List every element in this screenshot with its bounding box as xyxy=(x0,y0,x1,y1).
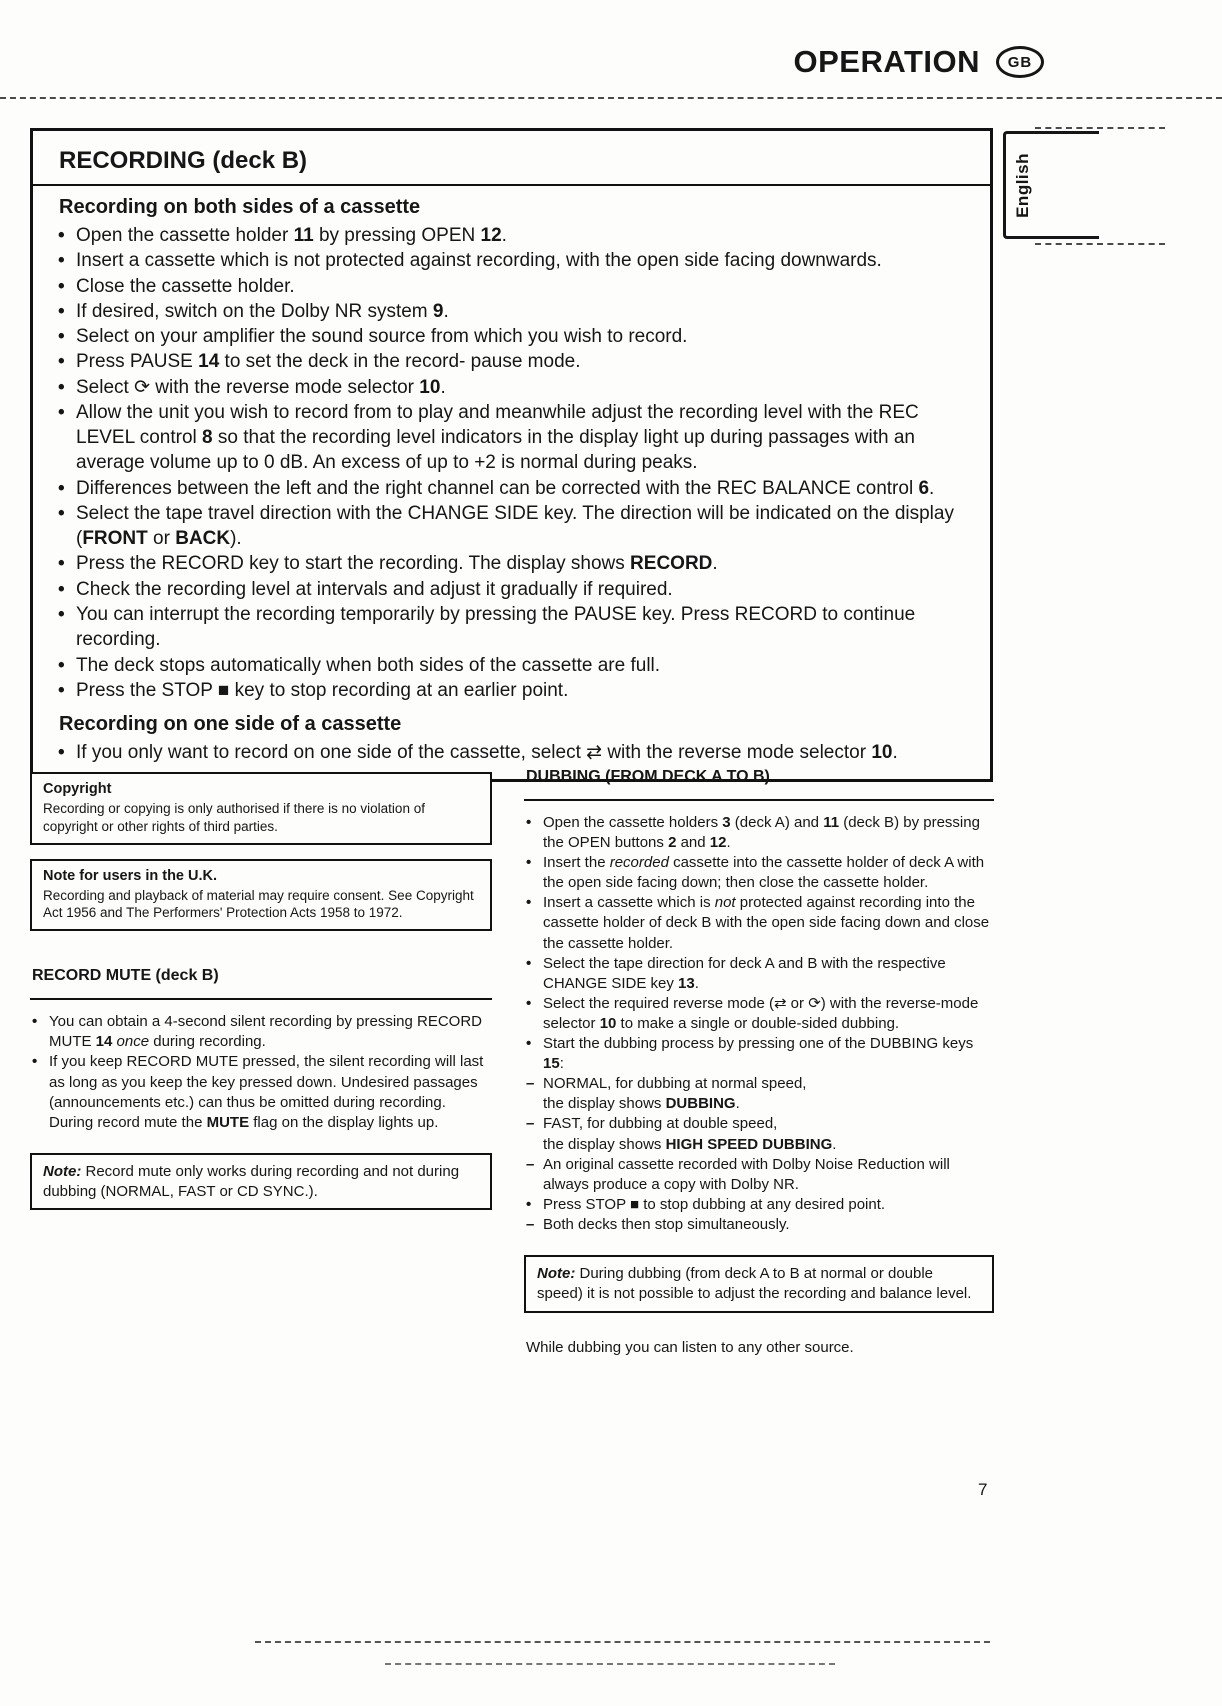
dash-marker: – xyxy=(526,1115,535,1133)
recording-one-side-section xyxy=(53,713,970,765)
list-item xyxy=(53,602,970,653)
record-mute-list xyxy=(30,1012,492,1133)
page-header xyxy=(0,44,1044,80)
list-item-text: Differences between the left and the right channel can be corrected with the REC BALANCE control 6. xyxy=(76,477,935,499)
bullet-marker: • xyxy=(58,376,65,398)
bullet-marker: • xyxy=(32,1013,38,1031)
recording-title-rule xyxy=(33,184,990,186)
dash-marker: – xyxy=(526,1215,535,1233)
right-column xyxy=(524,768,994,1356)
bullet-marker: • xyxy=(32,1053,38,1071)
page-number: 7 xyxy=(978,1480,988,1499)
list-item-text: Select on your amplifier the sound source from which you wish to record. xyxy=(76,326,688,348)
list-item-text: Select the required reverse mode (⇄ or ⟳) with the reverse-mode selector 10 to make a single or double-sided dubbing. xyxy=(543,994,979,1032)
recording-both-sides-heading: Recording on both sides of a cassette xyxy=(59,196,421,218)
recording-both-sides-list xyxy=(53,223,970,703)
list-item-text: If desired, switch on the Dolby NR system 9. xyxy=(76,300,449,322)
bullet-marker: • xyxy=(58,300,65,322)
list-item xyxy=(53,501,970,552)
recording-one-side-heading: Recording on one side of a cassette xyxy=(59,713,402,736)
list-item-text: Press STOP ■ to stop dubbing at any desired point. xyxy=(543,1195,886,1213)
bullet-marker: • xyxy=(58,603,65,625)
page-title: OPERATION xyxy=(793,44,980,79)
header-divider xyxy=(0,97,1222,99)
list-item-text: Select the tape direction for deck A and B with the respective CHANGE SIDE key 13. xyxy=(543,954,946,992)
bullet-marker: • xyxy=(58,351,65,373)
bullet-marker: • xyxy=(58,225,65,246)
list-item-text: FAST, for dubbing at double speed, the display shows HIGH SPEED DUBBING. xyxy=(543,1115,837,1153)
list-item-text: Open the cassette holder 11 by pressing OPEN 12. xyxy=(76,225,507,246)
list-item-text: Press the RECORD key to start the recording. The display shows RECORD. xyxy=(76,553,718,575)
left-column xyxy=(30,772,492,1224)
list-item xyxy=(53,577,970,602)
list-item-text: The deck stops automatically when both sides of the cassette are full. xyxy=(76,654,661,676)
recording-section-box xyxy=(30,128,993,782)
bullet-marker: • xyxy=(526,854,532,872)
copyright-box xyxy=(30,772,492,845)
record-mute-note-text: Note: Record mute only works during recording and not during dubbing (NORMAL, FAST or CD SYNC.). xyxy=(43,1162,460,1200)
dubbing-heading: DUBBING (FROM DECK A TO B) xyxy=(524,768,994,801)
list-item xyxy=(53,551,970,576)
bullet-marker: • xyxy=(58,742,65,764)
list-item xyxy=(524,1215,994,1235)
bullet-marker: • xyxy=(526,1035,532,1053)
list-item xyxy=(53,248,970,273)
record-mute-heading: RECORD MUTE (deck B) xyxy=(30,967,492,1000)
dubbing-note-text: Note: During dubbing (from deck A to B at normal or double speed) it is not possible to adjust the recording and balance level. xyxy=(537,1264,972,1302)
dash-marker: – xyxy=(526,1155,535,1173)
list-item xyxy=(53,223,970,248)
list-item xyxy=(524,954,994,994)
bullet-marker: • xyxy=(58,679,65,701)
bullet-marker: • xyxy=(58,654,65,676)
list-item xyxy=(524,813,994,853)
copyright-box-body: Recording or copying is only authorised if there is no violation of copyright or other rights of third parties. xyxy=(43,801,425,834)
list-item-text: Start the dubbing process by pressing one of the DUBBING keys 15: xyxy=(543,1035,974,1073)
list-item-text: Press the STOP ■ key to stop recording at an earlier point. xyxy=(76,679,569,701)
language-tab-label: English xyxy=(1013,152,1032,218)
bullet-marker: • xyxy=(58,250,65,272)
list-item-text: Check the recording level at intervals and adjust it gradually if required. xyxy=(76,578,673,600)
bullet-marker: • xyxy=(526,1195,532,1213)
dubbing-note-box xyxy=(524,1255,994,1313)
uk-note-box-title: Note for users in the U.K. xyxy=(43,867,218,884)
list-item xyxy=(524,994,994,1034)
bullet-marker: • xyxy=(58,578,65,600)
list-item xyxy=(30,1052,492,1132)
list-item xyxy=(524,1074,994,1114)
list-item xyxy=(53,400,970,476)
bullet-marker: • xyxy=(58,401,65,423)
list-item-text: If you only want to record on one side of the cassette, select ⇄ with the reverse mode selector 10. xyxy=(76,742,898,764)
recording-both-sides-section xyxy=(53,196,970,703)
list-item xyxy=(53,476,970,501)
uk-note-box xyxy=(30,859,492,932)
list-item xyxy=(53,349,970,374)
list-item xyxy=(524,893,994,953)
bottom-scan-dash-2 xyxy=(385,1663,835,1665)
list-item-text: Insert a cassette which is not protected against recording into the cassette holder of deck B with the open side facing down and close the cassette holder. xyxy=(543,894,990,952)
dubbing-footer-line: While dubbing you can listen to any other source. xyxy=(526,1338,854,1356)
tab-dash-bottom xyxy=(1035,243,1165,245)
list-item-text: Insert the recorded cassette into the cassette holder of deck A with the open side facing down; then close the cassette holder. xyxy=(543,854,985,892)
bullet-marker: • xyxy=(58,326,65,348)
list-item-text: Press PAUSE 14 to set the deck in the record- pause mode. xyxy=(76,351,581,373)
list-item-text: Both decks then stop simultaneously. xyxy=(543,1215,790,1233)
list-item xyxy=(53,678,970,703)
list-item xyxy=(53,653,970,678)
country-badge: GB xyxy=(996,46,1044,78)
list-item-text: If you keep RECORD MUTE pressed, the silent recording will last as long as you keep the key pressed down. Undesired passages (announcements etc.) can thus be omitted during recording. During record mute the MUTE flag on the display lights up. xyxy=(49,1053,484,1131)
list-item xyxy=(524,1195,994,1215)
tab-dash-top xyxy=(1035,127,1165,129)
list-item-text: Select the tape travel direction with the CHANGE SIDE key. The direction will be indicated on the display (FRONT or BACK). xyxy=(76,502,954,550)
bullet-marker: • xyxy=(526,994,532,1012)
bullet-marker: • xyxy=(58,275,65,297)
dash-marker: – xyxy=(526,1075,535,1093)
list-item-text: Select ⟳ with the reverse mode selector 10. xyxy=(76,376,446,398)
list-item-text: Insert a cassette which is not protected against recording, with the open side facing downwards. xyxy=(76,250,882,272)
bullet-marker: • xyxy=(526,814,532,831)
copyright-box-title: Copyright xyxy=(43,781,112,797)
bullet-marker: • xyxy=(58,502,65,524)
list-item xyxy=(524,1034,994,1074)
dubbing-list xyxy=(524,813,994,1235)
list-item xyxy=(524,853,994,893)
language-tab xyxy=(1003,131,1099,239)
list-item-text: Open the cassette holders 3 (deck A) and 11 (deck B) by pressing the OPEN buttons 2 and 12. xyxy=(543,814,980,852)
list-item xyxy=(53,299,970,324)
list-item xyxy=(53,324,970,349)
list-item xyxy=(53,274,970,299)
list-item-text: NORMAL, for dubbing at normal speed, the display shows DUBBING. xyxy=(543,1075,807,1113)
bullet-marker: • xyxy=(526,894,532,912)
list-item-text: You can obtain a 4-second silent recording by pressing RECORD MUTE 14 once during recording. xyxy=(49,1013,483,1051)
list-item xyxy=(53,740,970,765)
list-item xyxy=(524,1155,994,1195)
list-item xyxy=(53,375,970,400)
list-item xyxy=(30,1012,492,1052)
recording-section-title: RECORDING (deck B) xyxy=(59,147,308,174)
bullet-marker: • xyxy=(526,954,532,972)
record-mute-note-box xyxy=(30,1153,492,1211)
bullet-marker: • xyxy=(58,477,65,499)
list-item xyxy=(524,1114,994,1154)
list-item-text: An original cassette recorded with Dolby Noise Reduction will always produce a copy with Dolby NR. xyxy=(543,1155,950,1193)
recording-one-side-list xyxy=(53,740,970,765)
list-item-text: You can interrupt the recording temporarily by pressing the PAUSE key. Press RECORD to continue recording. xyxy=(76,603,916,651)
bottom-scan-dash xyxy=(255,1641,990,1643)
bullet-marker: • xyxy=(58,553,65,575)
list-item-text: Close the cassette holder. xyxy=(76,275,295,297)
list-item-text: Allow the unit you wish to record from to play and meanwhile adjust the recording level with the REC LEVEL control 8 so that the recording level indicators in the display light up during passages with an average volume up to 0 dB. An excess of up to +2 is normal during peaks. xyxy=(76,401,919,474)
uk-note-box-body: Recording and playback of material may require consent. See Copyright Act 1956 and The Performers' Protection Acts 1958 to 1972. xyxy=(43,887,474,921)
